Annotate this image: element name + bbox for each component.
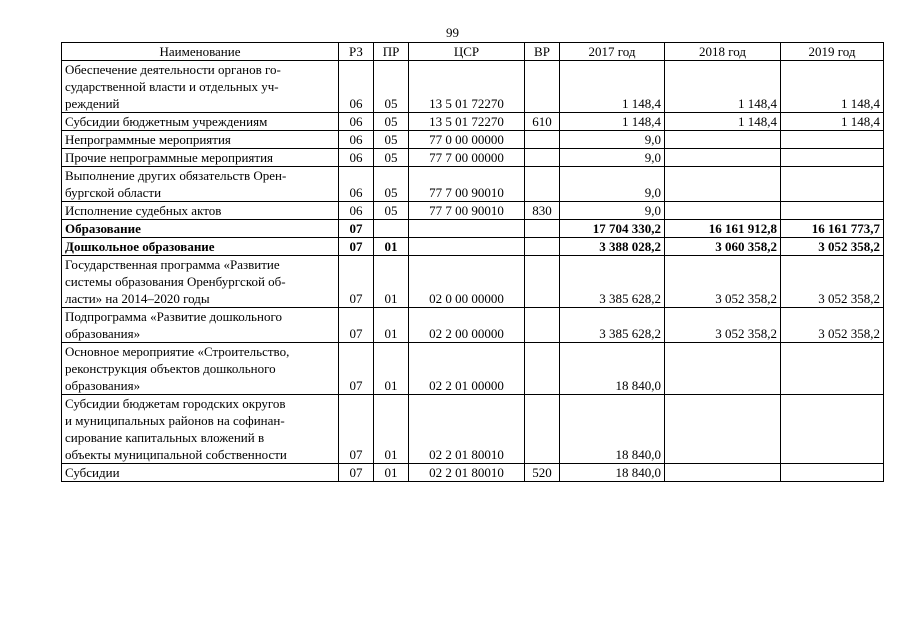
cell-2018 [665, 202, 781, 220]
cell-2017: 18 840,0 [560, 395, 665, 464]
cell-pr: 01 [374, 343, 409, 395]
cell-csr: 02 2 00 00000 [409, 308, 525, 343]
table-row [62, 113, 884, 131]
cell-rz: 06 [339, 61, 374, 113]
cell-2019: 16 161 773,7 [781, 220, 884, 238]
cell-2017: 9,0 [560, 202, 665, 220]
header-name: Наименование [62, 43, 339, 61]
cell-name: Исполнение судебных актов [62, 202, 339, 220]
cell-pr: 01 [374, 256, 409, 308]
cell-csr: 77 7 00 90010 [409, 202, 525, 220]
cell-2017: 18 840,0 [560, 464, 665, 482]
cell-name: Образование [62, 220, 339, 238]
cell-csr [409, 238, 525, 256]
cell-2017: 9,0 [560, 131, 665, 149]
cell-vr [525, 343, 560, 395]
header-pr: ПР [374, 43, 409, 61]
cell-name: Субсидии бюджетам городских округов и муниципальных районов на софинан- сирование капитальных вложений в объекты муниципальной собственности [62, 395, 339, 464]
cell-2018 [665, 395, 781, 464]
cell-rz: 06 [339, 167, 374, 202]
cell-vr: 610 [525, 113, 560, 131]
cell-rz: 07 [339, 395, 374, 464]
cell-csr: 02 0 00 00000 [409, 256, 525, 308]
cell-vr [525, 220, 560, 238]
cell-pr: 01 [374, 464, 409, 482]
cell-rz: 06 [339, 149, 374, 167]
cell-csr: 02 2 01 00000 [409, 343, 525, 395]
header-csr: ЦСР [409, 43, 525, 61]
page-number: 99 [446, 25, 459, 40]
cell-2019 [781, 464, 884, 482]
cell-2018: 1 148,4 [665, 61, 781, 113]
cell-2017: 9,0 [560, 149, 665, 167]
header-2019: 2019 год [781, 43, 884, 61]
cell-vr [525, 149, 560, 167]
cell-2018 [665, 167, 781, 202]
cell-rz: 07 [339, 343, 374, 395]
cell-2019: 1 148,4 [781, 61, 884, 113]
cell-2018: 1 148,4 [665, 113, 781, 131]
table-row [62, 256, 884, 308]
table-row [62, 61, 884, 113]
cell-rz: 07 [339, 308, 374, 343]
cell-csr: 02 2 01 80010 [409, 395, 525, 464]
cell-2019 [781, 343, 884, 395]
cell-pr: 05 [374, 61, 409, 113]
header-row [62, 43, 884, 61]
cell-name: Подпрограмма «Развитие дошкольного образования» [62, 308, 339, 343]
cell-name: Государственная программа «Развитие системы образования Оренбургской об- ласти» на 2014–2020 годы [62, 256, 339, 308]
table-row [62, 149, 884, 167]
cell-2018: 3 060 358,2 [665, 238, 781, 256]
table-row [62, 202, 884, 220]
cell-name: Основное мероприятие «Строительство, реконструкция объектов дошкольного образования» [62, 343, 339, 395]
cell-2018 [665, 131, 781, 149]
cell-vr [525, 308, 560, 343]
cell-csr [409, 220, 525, 238]
cell-pr: 05 [374, 202, 409, 220]
cell-vr: 830 [525, 202, 560, 220]
cell-2018 [665, 149, 781, 167]
cell-pr: 01 [374, 395, 409, 464]
cell-2019 [781, 131, 884, 149]
cell-name: Непрограммные мероприятия [62, 131, 339, 149]
cell-name: Обеспечение деятельности органов го- сударственной власти и отдельных уч- реждений [62, 61, 339, 113]
cell-2018: 3 052 358,2 [665, 308, 781, 343]
cell-name: Выполнение других обязательств Орен- бургской области [62, 167, 339, 202]
cell-pr: 05 [374, 131, 409, 149]
cell-vr [525, 61, 560, 113]
table-body [62, 61, 884, 482]
cell-pr: 01 [374, 308, 409, 343]
cell-rz: 07 [339, 464, 374, 482]
cell-rz: 07 [339, 238, 374, 256]
cell-2018: 3 052 358,2 [665, 256, 781, 308]
cell-name: Прочие непрограммные мероприятия [62, 149, 339, 167]
table-row [62, 131, 884, 149]
table-row [62, 343, 884, 395]
cell-vr [525, 131, 560, 149]
cell-2018: 16 161 912,8 [665, 220, 781, 238]
cell-name: Субсидии бюджетным учреждениям [62, 113, 339, 131]
table-row [62, 395, 884, 464]
cell-rz: 07 [339, 256, 374, 308]
table-row [62, 167, 884, 202]
header-2017: 2017 год [560, 43, 665, 61]
cell-vr [525, 167, 560, 202]
table-row [62, 308, 884, 343]
cell-rz: 06 [339, 202, 374, 220]
cell-rz: 06 [339, 131, 374, 149]
header-vr: ВР [525, 43, 560, 61]
cell-vr: 520 [525, 464, 560, 482]
cell-name: Субсидии [62, 464, 339, 482]
cell-name: Дошкольное образование [62, 238, 339, 256]
cell-2019 [781, 167, 884, 202]
cell-2019: 3 052 358,2 [781, 308, 884, 343]
cell-2019 [781, 395, 884, 464]
cell-2017: 3 388 028,2 [560, 238, 665, 256]
cell-2017: 1 148,4 [560, 61, 665, 113]
cell-2018 [665, 464, 781, 482]
cell-2019 [781, 149, 884, 167]
cell-2019: 3 052 358,2 [781, 256, 884, 308]
table-row [62, 238, 884, 256]
cell-rz: 07 [339, 220, 374, 238]
cell-2017: 3 385 628,2 [560, 308, 665, 343]
table-row [62, 464, 884, 482]
header-2018: 2018 год [665, 43, 781, 61]
cell-vr [525, 395, 560, 464]
cell-vr [525, 238, 560, 256]
cell-pr: 05 [374, 167, 409, 202]
cell-2019 [781, 202, 884, 220]
cell-2017: 9,0 [560, 167, 665, 202]
cell-pr [374, 220, 409, 238]
cell-pr: 01 [374, 238, 409, 256]
cell-2017: 17 704 330,2 [560, 220, 665, 238]
cell-2018 [665, 343, 781, 395]
budget-table [61, 42, 884, 482]
cell-vr [525, 256, 560, 308]
cell-csr: 77 7 00 00000 [409, 149, 525, 167]
cell-pr: 05 [374, 113, 409, 131]
cell-2019: 3 052 358,2 [781, 238, 884, 256]
cell-rz: 06 [339, 113, 374, 131]
cell-2019: 1 148,4 [781, 113, 884, 131]
cell-pr: 05 [374, 149, 409, 167]
cell-csr: 77 0 00 00000 [409, 131, 525, 149]
header-rz: РЗ [339, 43, 374, 61]
cell-csr: 13 5 01 72270 [409, 113, 525, 131]
cell-csr: 77 7 00 90010 [409, 167, 525, 202]
table-row [62, 220, 884, 238]
cell-2017: 3 385 628,2 [560, 256, 665, 308]
cell-2017: 18 840,0 [560, 343, 665, 395]
cell-2017: 1 148,4 [560, 113, 665, 131]
cell-csr: 02 2 01 80010 [409, 464, 525, 482]
cell-csr: 13 5 01 72270 [409, 61, 525, 113]
